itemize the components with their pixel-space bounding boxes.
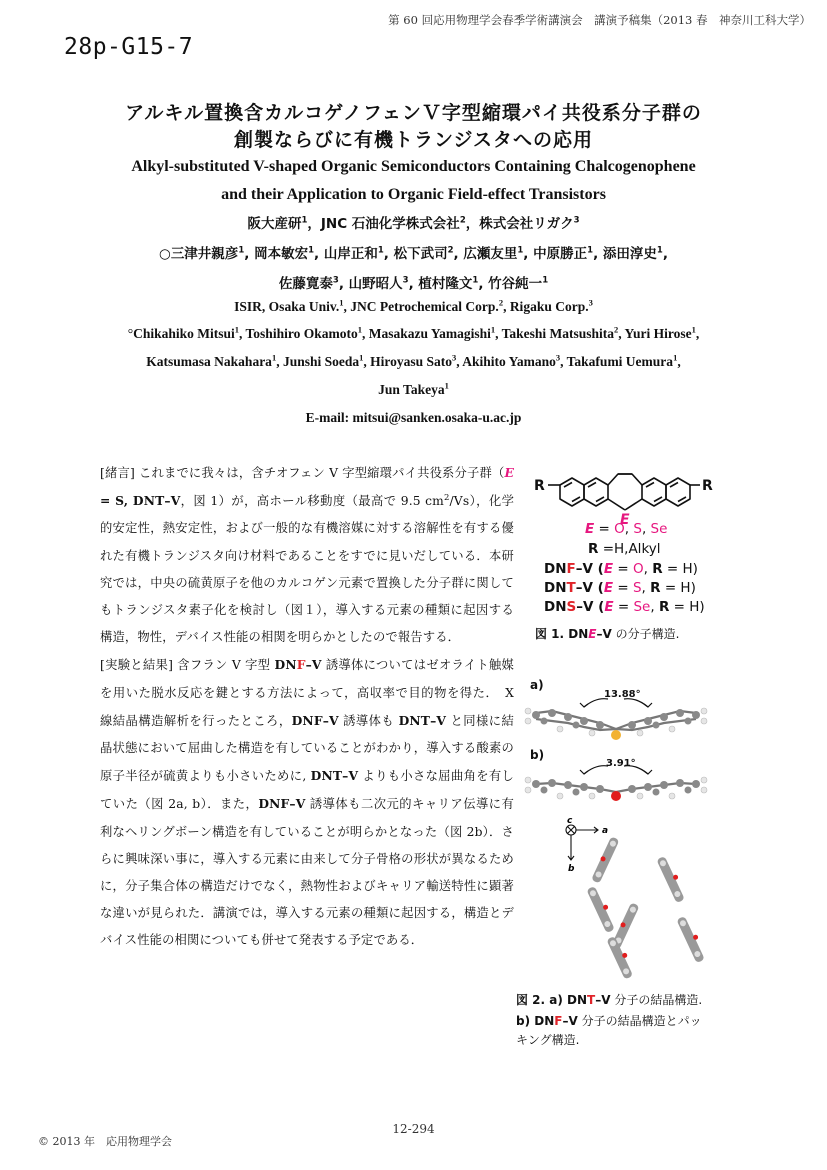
- figure2-caption-line2: b) DNF–V 分子の結晶構造とパッ: [516, 1014, 702, 1028]
- figure2b-dnfv-molecule: [524, 756, 714, 812]
- r-label-left: R: [534, 478, 545, 494]
- title-jp-line2: 創製ならびに有機トランジスタへの応用: [234, 129, 593, 151]
- r-definition: R =H,Alkyl: [588, 541, 661, 557]
- title-en-line2: and their Application to Organic Field-effect Transistors: [221, 186, 606, 203]
- compound-row-dnfv: DNF–V (E = O, R = H): [544, 561, 698, 577]
- title-en-line1: Alkyl-substituted V-shaped Organic Semiconductors Containing Chalcogenophene: [131, 158, 696, 175]
- axis-a-label: a: [602, 826, 609, 836]
- panel-a-label: a): [530, 678, 544, 692]
- r-label-right: R: [702, 478, 713, 494]
- compound-row-dnsv: DNS–V (E = Se, R = H): [544, 599, 705, 615]
- authors-jp-line2: 佐藤寛泰$^3$, 山野昭人$^3$, 植村隆文$^1$, 竹谷純一$^1$: [278, 275, 549, 292]
- figure2-caption-line1: 図 2. a) DNT–V 分子の結晶構造.: [516, 993, 703, 1007]
- figure1-caption: 図 1. DNE–V の分子構造.: [535, 627, 680, 641]
- axis-c-label: c: [567, 818, 573, 826]
- title-jp-line1: アルキル置換含カルコゲノフェンＶ字型縮環パイ共役系分子群の: [125, 102, 702, 124]
- figure2b-packing: [560, 818, 710, 993]
- figure2a-dntv-molecule: [524, 685, 714, 747]
- authors-en-line2: Katsumasa Nakahara$^1$, Junshi Soeda$^1$, Hiroyasu Sato$^3$, Akihito Yamano$^3$, Takafumi Uemura$^1$,: [146, 352, 681, 369]
- authors-en-line1: °Chikahiko Mitsui$^1$, Toshihiro Okamoto$^1$, Masakazu Yamagishi$^1$, Takeshi Matsushita$^2$, Yuri Hirose$^1$,: [127, 324, 700, 341]
- sulfur-atom: [611, 730, 621, 740]
- conference-header: 第 60 回応用物理学会春季学術講演会 講演予稿集（2013 春 神奈川工科大学）: [388, 13, 811, 27]
- affiliations-jp: 阪大産研$^1$，JNC 石油化学株式会社$^2$，株式会社リガク$^3$: [247, 215, 580, 232]
- authors-en-line3: Jun Takeya$^1$: [378, 380, 449, 397]
- copyright: © 2013 年 応用物理学会: [38, 1135, 172, 1148]
- paper-id: 28p-G15-7: [64, 34, 194, 60]
- angle-b-label: 3.91°: [606, 758, 636, 769]
- panel-b-label: b): [530, 748, 545, 762]
- e-label: E: [620, 512, 630, 528]
- page-number: 12-294: [392, 1122, 435, 1136]
- oxygen-atom: [611, 791, 621, 801]
- axis-b-label: b: [568, 864, 575, 874]
- packed-molecules: [586, 836, 708, 979]
- authors-jp-line1: ○三津井親彦$^1$, 岡本敏宏$^1$, 山岸正和$^1$, 松下武司$^2$, 広瀬友里$^1$, 中原勝正$^1$, 添田淳史$^1$,: [159, 245, 668, 262]
- intro-paragraph: [緒言] これまでに我々は，含チオフェン V 字型縮環パイ共役系分子群（E = S, DNT–V，図 1）が，高ホール移動度（最高で 9.5 $cm^2/Vs$），化学的安定性，熱安定性，および一般的な有機溶媒に対する溶解性を有する優れた有機トランジスタ向け材料であることをすでに見いだしている．本研究では，中央の硫黄原子を他のカルコゲン元素で置換した分子群に関してもトランジスタ素子化を検討し（図１），導入する元素の種類に起因する構造，物性，デバイス性能の相関を明らかとしたので報告する．: [100, 465, 515, 645]
- experiment-paragraph: [実験と結果] 含フラン V 字型 DNF–V 誘導体についてはゼオライト触媒を用いた脱水反応を鍵とする方法によって，高収率で目的物を得た． X 線結晶構造解析を行ったところ，DNF–V 誘導体も DNT–V と同様に結晶状態において屈曲した構造を有していることがわかり，導入する酸素の原子半径が硫黄よりも小さいために, DNT–V よりも小さな屈曲角を有していた（図 2a, b）．また，DNF–V 誘導体も二次元的キャリア伝導に有利なヘリングボーン構造を有していることが明らかとなった（図 2b）．さらに興味深い事に，導入する元素に由来して分子骨格の形状が異なるために，分子集合体の構造だけでなく，熱物性およびキャリア輸送特性に顕著な違いが見られた．講演では，導入する元素の種類に起因する，構造とデバイス性能の相関についても併せて発表する予定である．: [100, 657, 515, 948]
- e-definition: E = O, S, Se: [585, 521, 668, 537]
- figure2-caption-line3: キング構造.: [516, 1033, 580, 1047]
- angle-a-label: 13.88°: [604, 689, 641, 700]
- figure1-structure: [528, 458, 728, 530]
- email: E-mail: mitsui@sanken.osaka-u.ac.jp: [305, 410, 522, 425]
- affiliations-en: ISIR, Osaka Univ.$^1$, JNC Petrochemical Corp.$^2$, Rigaku Corp.$^3$: [234, 297, 593, 314]
- body-text: [100, 459, 514, 955]
- compound-row-dntv: DNT–V (E = S, R = H): [544, 580, 696, 596]
